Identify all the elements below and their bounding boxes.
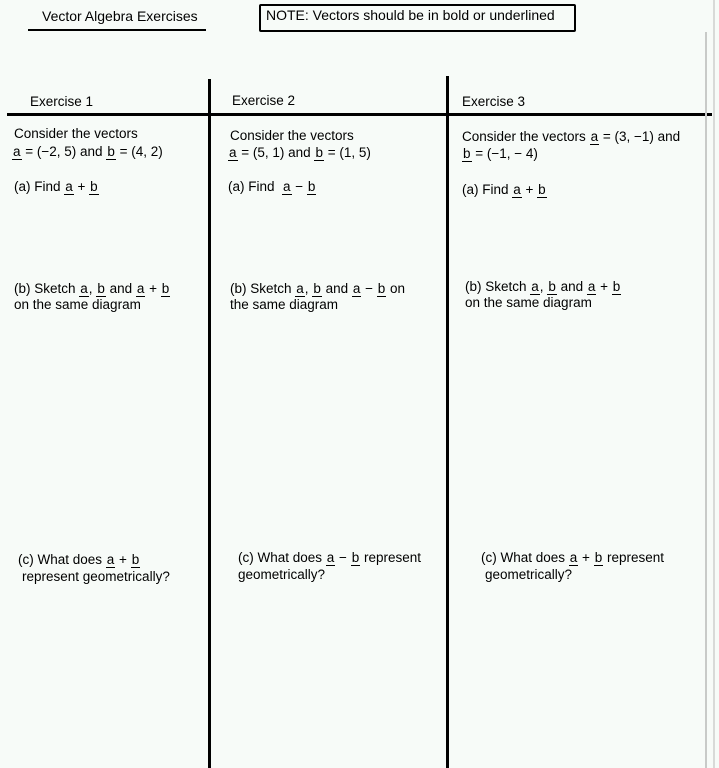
vector-b: b [548, 279, 556, 294]
part-c-line2: geometrically? [485, 567, 573, 582]
vector-b: b [97, 281, 105, 296]
given-vectors-line1: Consider the vectors a = (3, −1) and [462, 129, 681, 144]
vector-a: a [65, 179, 73, 194]
part-c-line2: represent geometrically? [22, 569, 170, 584]
part-b: (b) Sketch a, b and a + b [14, 281, 170, 296]
vector-b: b [90, 179, 98, 194]
vector-b: b [351, 550, 360, 565]
vector-b: b [463, 146, 471, 161]
header-divider [7, 113, 712, 116]
part-b: (b) Sketch a, b and a + b [465, 279, 621, 294]
vector-a: a [296, 281, 304, 296]
vector-a: a [229, 145, 237, 160]
page-edge [705, 32, 707, 768]
page-title: Vector Algebra Exercises [42, 8, 198, 24]
part-c: (c) What does a + b represent [481, 550, 664, 565]
vector-b: b [315, 145, 323, 160]
vector-a: a [590, 129, 599, 144]
vector-b: b [313, 281, 321, 296]
vector-b: b [107, 144, 115, 159]
title-underline [28, 29, 206, 31]
vector-b: b [377, 281, 386, 296]
column-divider-2 [446, 76, 449, 768]
part-a: (a) Find a − b [228, 179, 316, 194]
vector-a: a [283, 179, 291, 194]
given-vectors: a = (5, 1) and b = (1, 5) [229, 145, 371, 160]
vector-b: b [161, 281, 170, 296]
part-c: (c) What does a + b [18, 552, 140, 567]
vector-a: a [106, 552, 115, 567]
vector-a: a [531, 279, 539, 294]
part-b-line2: on the same diagram [465, 295, 592, 310]
vector-b: b [612, 279, 621, 294]
given-vectors-line2: b = (−1, − 4) [463, 146, 538, 161]
page-edge-outer [713, 0, 715, 768]
note-text: NOTE: Vectors should be in bold or underlined [266, 7, 555, 23]
exercise-heading: Exercise 2 [232, 93, 296, 108]
vector-a: a [569, 550, 578, 565]
vector-a: a [13, 144, 21, 159]
vector-a: a [136, 281, 145, 296]
column-divider-1 [208, 79, 211, 768]
vector-a: a [326, 550, 335, 565]
vector-a: a [352, 281, 361, 296]
exercise-heading: Exercise 3 [462, 94, 526, 109]
exercise-intro: Consider the vectors [14, 126, 138, 141]
part-c: (c) What does a − b represent [238, 550, 421, 565]
vector-b: b [307, 179, 316, 194]
exercise-heading: Exercise 1 [30, 94, 94, 109]
exercise-intro: Consider the vectors [230, 128, 354, 143]
part-b-line2: on the same diagram [14, 297, 141, 312]
vector-a: a [80, 281, 88, 296]
part-a: (a) Find a + b [462, 182, 546, 197]
vector-a: a [587, 279, 596, 294]
part-a: (a) Find a + b [14, 179, 98, 194]
vector-b: b [594, 550, 603, 565]
vector-a: a [513, 182, 521, 197]
vector-b: b [538, 182, 546, 197]
part-c-line2: geometrically? [238, 567, 326, 582]
vector-b: b [131, 552, 140, 567]
given-vectors: a = (−2, 5) and b = (4, 2) [13, 144, 163, 159]
part-b-line2: the same diagram [230, 297, 339, 312]
part-b: (b) Sketch a, b and a − b on [230, 281, 406, 296]
